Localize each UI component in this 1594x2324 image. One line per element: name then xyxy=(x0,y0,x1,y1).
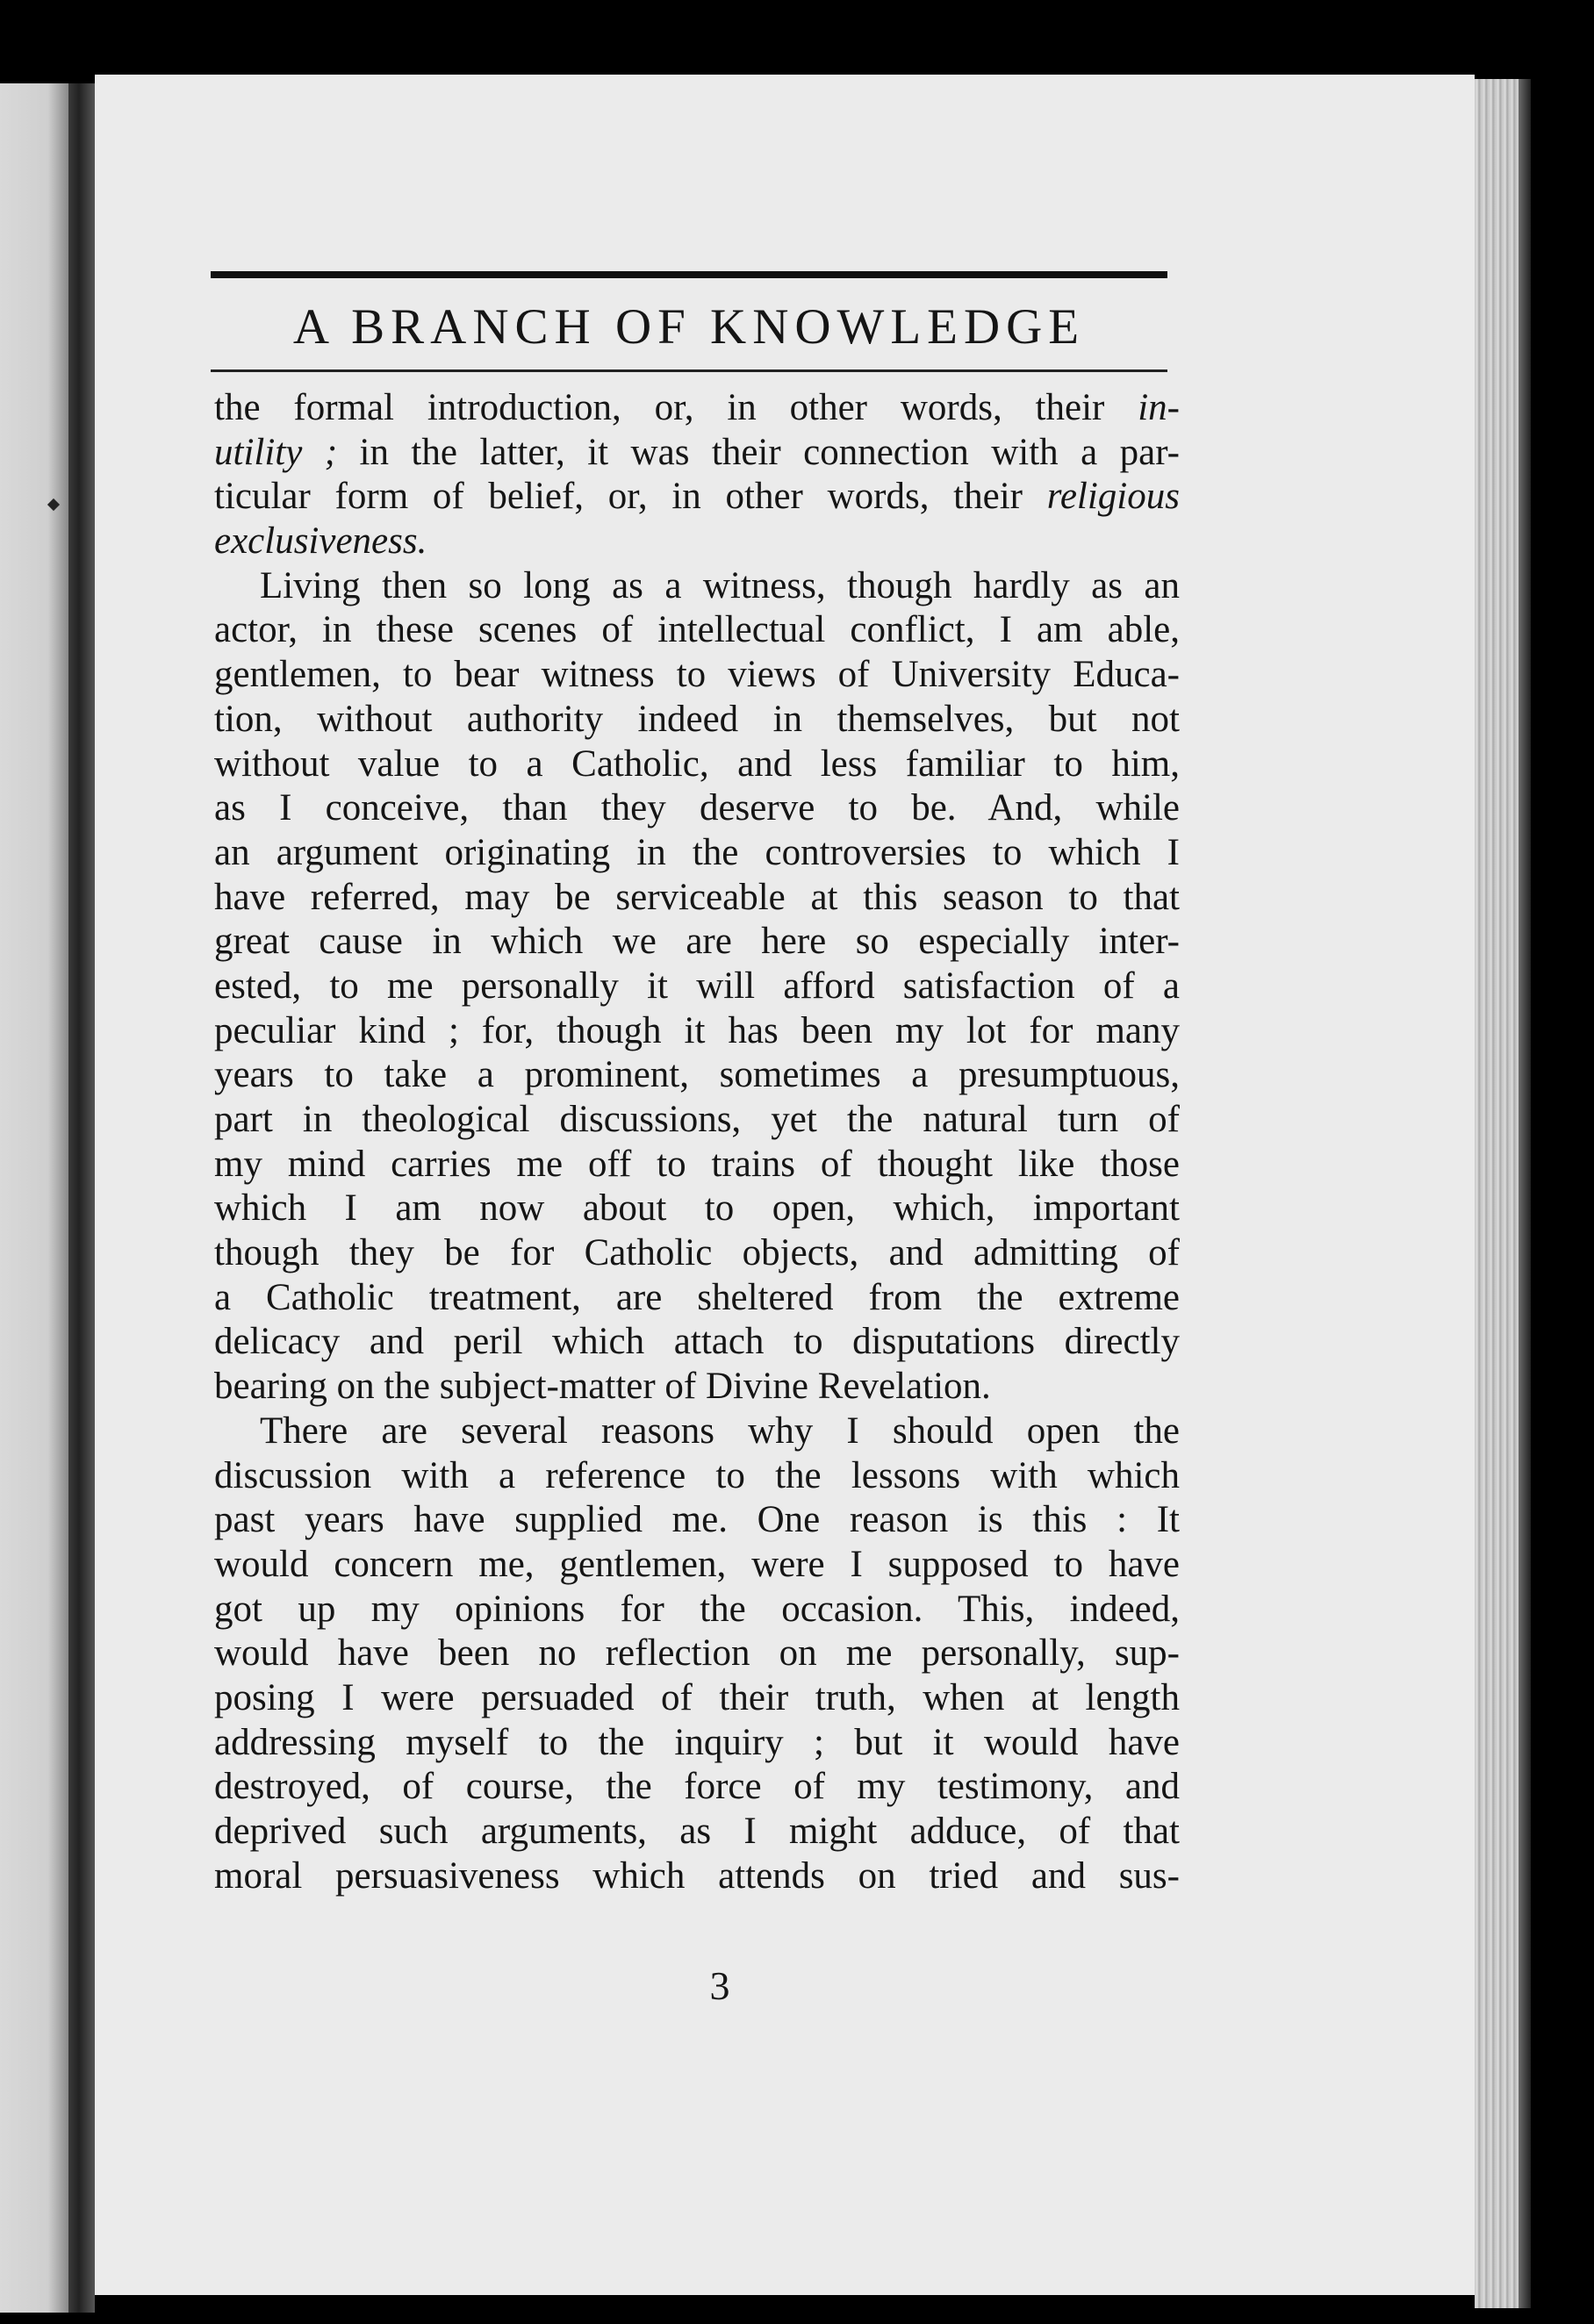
header-rule-top xyxy=(211,271,1167,278)
text-line: destroyed, of course, the force of my testimony, and xyxy=(214,1766,1180,1808)
page-edge-shadow xyxy=(1519,79,1531,2308)
page-number: 3 xyxy=(709,1963,730,2008)
text-line: which I am now about to open, which, important xyxy=(214,1187,1180,1230)
page-fore-edge xyxy=(1475,79,1519,2308)
text-line: got up my opinions for the occasion. This, indeed, xyxy=(214,1588,1180,1630)
text-line: utility ; in the latter, it was their connection with a par- xyxy=(214,431,1181,473)
text-line: exclusiveness. xyxy=(214,520,427,563)
text-line: addressing myself to the inquiry ; but it would have xyxy=(214,1721,1180,1763)
text-line: peculiar kind ; for, though it has been my lot for many xyxy=(214,1009,1180,1051)
text-line: past years have supplied me. One reason is this : It xyxy=(214,1499,1180,1541)
text-line: years to take a prominent, sometimes a presumptuous, xyxy=(214,1054,1180,1096)
text-line: would have been no reflection on me personally, sup- xyxy=(214,1632,1180,1675)
facing-page-edge xyxy=(0,83,68,2313)
body-text xyxy=(214,386,1180,1898)
paragraph-start-line: There are several reasons why I should open the xyxy=(260,1409,1180,1452)
text-line: posing I were persuaded of their truth, when at length xyxy=(214,1676,1180,1718)
text-line: deprived such arguments, as I might adduce, of that xyxy=(214,1811,1180,1852)
running-head: A BRANCH OF KNOWLEDGE xyxy=(292,299,1086,355)
text-line: my mind carries me off to trains of thought like those xyxy=(214,1143,1180,1185)
text-line: ested, to me personally it will afford satisfaction of a xyxy=(214,965,1180,1007)
text-line: discussion with a reference to the lessons with which xyxy=(214,1454,1180,1496)
text-line: an argument originating in the controversies to which I xyxy=(214,831,1180,873)
text-line: though they be for Catholic objects, and admitting of xyxy=(214,1232,1180,1274)
text-line: a Catholic treatment, are sheltered from the extreme xyxy=(214,1276,1180,1318)
text-line: bearing on the subject-matter of Divine Revelation. xyxy=(214,1366,991,1408)
text-line: ticular form of belief, or, in other words, their religious xyxy=(214,476,1180,518)
text-line: tion, without authority indeed in themselves, but not xyxy=(214,698,1180,740)
text-line: have referred, may be serviceable at this season to that xyxy=(214,876,1180,918)
text-line: great cause in which we are here so especially inter- xyxy=(214,921,1180,963)
text-line: moral persuasiveness which attends on tried and sus- xyxy=(214,1854,1180,1897)
book-gutter xyxy=(68,83,95,2313)
header-rule-bottom xyxy=(211,369,1167,372)
text-line: the formal introduction, or, in other words, their in- xyxy=(214,387,1180,428)
text-line: actor, in these scenes of intellectual conflict, I am able, xyxy=(214,609,1180,651)
text-line: would concern me, gentlemen, were I supposed to have xyxy=(214,1543,1180,1585)
paragraph-start-line: Living then so long as a witness, though hardly as an xyxy=(260,564,1180,606)
text-line: as I conceive, than they deserve to be. And, while xyxy=(214,787,1180,829)
text-line: part in theological discussions, yet the natural turn of xyxy=(214,1099,1180,1140)
text-line: without value to a Catholic, and less familiar to him, xyxy=(214,742,1180,785)
text-line: delicacy and peril which attach to disputations directly xyxy=(214,1321,1180,1363)
text-line: gentlemen, to bear witness to views of University Educa- xyxy=(214,654,1180,696)
